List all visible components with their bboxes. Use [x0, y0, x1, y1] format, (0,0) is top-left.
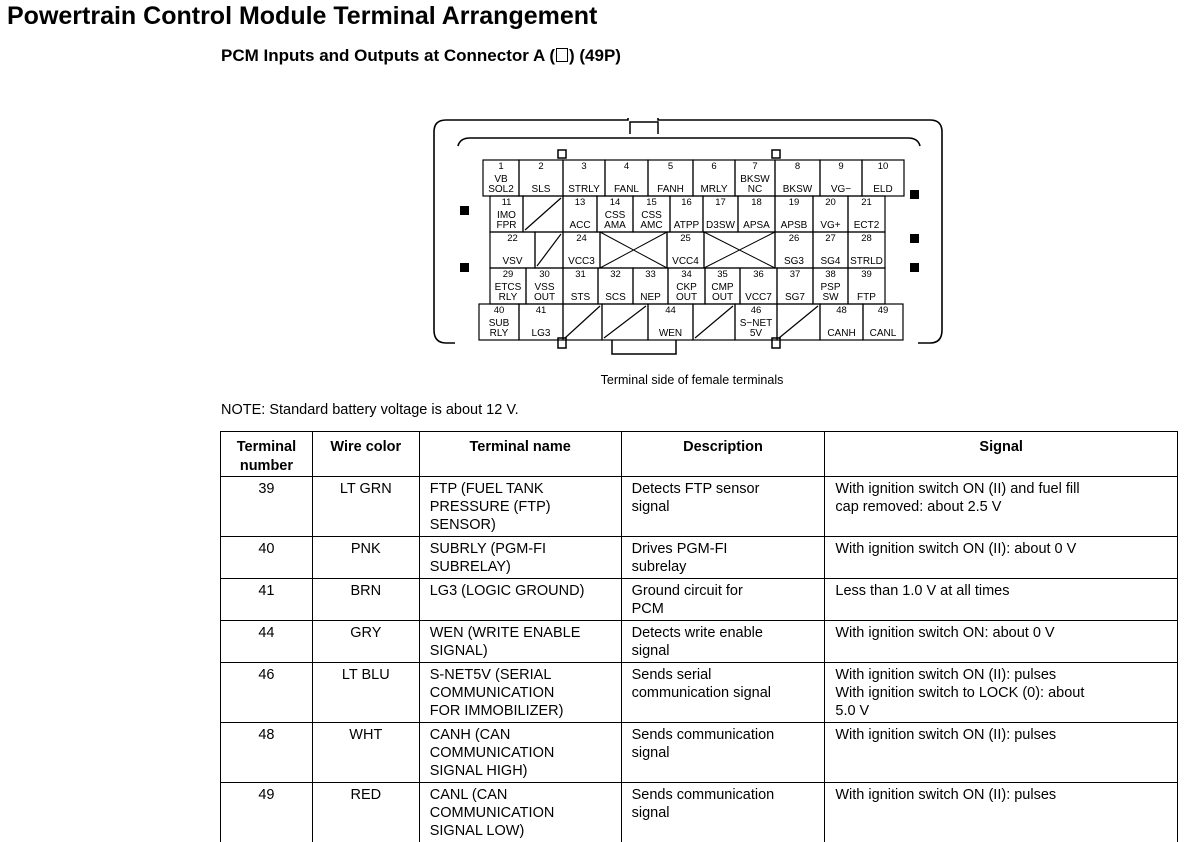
- cell-line: SIGNAL HIGH): [429, 763, 528, 779]
- pin-label: CSS: [641, 210, 662, 221]
- cell-line: 5.0 V: [835, 703, 870, 719]
- connector-box-icon: [556, 48, 568, 62]
- pin-label: AMA: [604, 220, 626, 231]
- cell-line: With ignition switch ON: about 0 V: [835, 625, 1055, 641]
- cell-line: SENSOR): [429, 517, 496, 533]
- cell-terminal: 46: [221, 663, 313, 723]
- cell-terminal: 44: [221, 621, 313, 663]
- pin-label: BKSW: [740, 174, 770, 185]
- cell-line: signal: [631, 499, 670, 515]
- cell-wire: RED: [312, 783, 419, 842]
- pin-label: SLS: [531, 184, 551, 195]
- blank-slash: [565, 306, 600, 338]
- cell-line: Less than 1.0 V at all times: [835, 583, 1010, 599]
- pin-label: CANH: [827, 328, 856, 339]
- pin-number: 34: [681, 269, 692, 280]
- pin-label: NC: [747, 184, 763, 195]
- pin-number: 4: [623, 161, 630, 172]
- pin-label: ETCS: [494, 282, 522, 293]
- cell-terminal: 41: [221, 579, 313, 621]
- pin-number: 2: [538, 161, 544, 172]
- cell-line: COMMUNICATION: [429, 805, 555, 821]
- pin-label: 5V: [749, 328, 763, 339]
- pin-label: SG7: [784, 292, 806, 303]
- pin-label: VCC4: [672, 256, 699, 267]
- pin-number: 8: [794, 161, 801, 172]
- pin-number: 16: [681, 197, 692, 208]
- cell-wire: PNK: [312, 537, 419, 579]
- table-body: [221, 477, 1178, 842]
- cell-line: Ground circuit for: [631, 583, 743, 599]
- table-row: [221, 783, 1178, 842]
- pin-label: SUB: [488, 318, 510, 329]
- cell-line: With ignition switch ON (II): pulses: [835, 667, 1057, 683]
- pin-number: 44: [665, 305, 676, 316]
- pin-label: S−NET: [739, 318, 773, 329]
- table-row: [221, 663, 1178, 723]
- pin-number: 28: [861, 233, 872, 244]
- cell-line: With ignition switch ON (II) and fuel fill: [835, 481, 1080, 497]
- pin-label: AMC: [640, 220, 663, 231]
- pin-number: 17: [715, 197, 726, 208]
- blank-slash: [779, 306, 818, 338]
- cell-terminal: 48: [221, 723, 313, 783]
- pin-label: SG3: [783, 256, 805, 267]
- cell-line: With ignition switch ON (II): pulses: [835, 787, 1057, 803]
- pin-number: 49: [877, 305, 889, 316]
- cell-signal: [825, 477, 1178, 537]
- pin-label: PSP: [820, 282, 841, 293]
- table-row: [221, 621, 1178, 663]
- cell-signal: [825, 537, 1178, 579]
- pin-label: FTP: [857, 292, 876, 303]
- cell-name: [419, 621, 621, 663]
- cell-desc: [621, 579, 825, 621]
- cell-desc: [621, 783, 825, 842]
- cell-line: Sends communication: [631, 787, 775, 803]
- cell-line: SUBRLY (PGM-FI: [429, 541, 547, 557]
- cell-line: signal: [631, 643, 670, 659]
- pin-number: 36: [753, 269, 764, 280]
- cell-line: signal: [631, 805, 670, 821]
- pin-label: CMP: [711, 282, 734, 293]
- pin-number: 31: [575, 269, 586, 280]
- cell-line: Sends serial: [631, 667, 712, 683]
- column-header: [312, 432, 419, 477]
- cell-desc: [621, 663, 825, 723]
- blank-slash: [525, 198, 561, 230]
- cell-desc: [621, 723, 825, 783]
- pin-number: 3: [581, 161, 587, 172]
- pin-label: SOL2: [488, 184, 514, 195]
- column-header: [419, 432, 621, 477]
- pin-label: VCC7: [745, 292, 772, 303]
- cell-line: Drives PGM-FI: [631, 541, 728, 557]
- pin-number: 26: [788, 233, 800, 244]
- table-row: [221, 579, 1178, 621]
- pin-number: 18: [751, 197, 762, 208]
- voltage-note: NOTE: Standard battery voltage is about 12 V.: [221, 402, 519, 418]
- pin-label: SCS: [605, 292, 626, 303]
- pin-number: 7: [752, 161, 758, 172]
- cell-wire: BRN: [312, 579, 419, 621]
- cell-line: communication signal: [631, 685, 772, 701]
- table-header-row: [221, 432, 1178, 477]
- cell-line: Detects write enable: [631, 625, 763, 641]
- pin-number: 27: [825, 233, 836, 244]
- blank-slash: [537, 234, 561, 266]
- cell-line: SIGNAL LOW): [429, 823, 525, 839]
- pin-number: 19: [788, 197, 800, 208]
- cell-name: [419, 783, 621, 842]
- cell-line: S-NET5V (SERIAL: [429, 667, 552, 683]
- cell-line: With ignition switch to LOCK (0): about: [835, 685, 1085, 701]
- cell-name: [419, 663, 621, 723]
- header-text: Signal: [979, 439, 1023, 455]
- cell-line: signal: [631, 745, 670, 761]
- pin-label: LG3: [531, 328, 551, 339]
- terminal-table: [220, 431, 1178, 842]
- pin-label: VSS: [534, 282, 555, 293]
- cell-wire: LT GRN: [312, 477, 419, 537]
- subtitle-text-start: PCM Inputs and Outputs at Connector A (: [221, 46, 555, 65]
- pin-label: FANL: [613, 184, 640, 195]
- cell-wire: LT BLU: [312, 663, 419, 723]
- cell-terminal: 40: [221, 537, 313, 579]
- pin-label: VG−: [830, 184, 852, 195]
- pin-label: VSV: [502, 256, 523, 267]
- pin-label: OUT: [675, 292, 698, 303]
- pin-label: STS: [570, 292, 591, 303]
- pin-label: ACC: [569, 220, 591, 231]
- pin-number: 13: [574, 197, 586, 208]
- cell-name: [419, 723, 621, 783]
- pin-label: FANH: [657, 184, 684, 195]
- column-header: [825, 432, 1178, 477]
- pin-label: MRLY: [700, 184, 728, 195]
- cell-terminal: 49: [221, 783, 313, 842]
- subtitle-text-end: ) (49P): [569, 46, 621, 65]
- pin-label: WEN: [658, 328, 683, 339]
- pin-label: ECT2: [853, 220, 880, 231]
- table-row: [221, 723, 1178, 783]
- pin-label: SW: [822, 292, 839, 303]
- cell-line: Sends communication: [631, 727, 775, 743]
- pin-cells: [479, 160, 904, 340]
- pin-label: STRLD: [850, 256, 883, 267]
- blank-slash: [604, 306, 646, 338]
- pin-label: ATPP: [673, 220, 700, 231]
- pin-number: 15: [646, 197, 657, 208]
- blank-slash: [695, 306, 733, 338]
- pin-number: 30: [539, 269, 550, 280]
- pin-number: 22: [507, 233, 518, 244]
- pin-number: 24: [576, 233, 587, 244]
- cell-wire: WHT: [312, 723, 419, 783]
- pin-label: IMO: [497, 210, 516, 221]
- cell-line: SIGNAL): [429, 643, 488, 659]
- pin-number: 25: [680, 233, 691, 244]
- pin-number: 21: [861, 197, 872, 208]
- cell-desc: [621, 537, 825, 579]
- table-row: [221, 477, 1178, 537]
- cell-name: [419, 579, 621, 621]
- pin-number: 32: [610, 269, 621, 280]
- cell-line: LG3 (LOGIC GROUND): [429, 583, 585, 599]
- cell-desc: [621, 477, 825, 537]
- pin-label: SG4: [820, 256, 841, 267]
- cell-signal: [825, 663, 1178, 723]
- cell-line: PRESSURE (FTP): [429, 499, 551, 515]
- cell-line: Detects FTP sensor: [631, 481, 760, 497]
- pin-label: BKSW: [782, 184, 813, 195]
- header-text: number: [239, 458, 294, 474]
- cell-signal: [825, 621, 1178, 663]
- cell-line: PCM: [631, 601, 664, 617]
- cell-signal: [825, 579, 1178, 621]
- pin-number: 5: [667, 161, 674, 172]
- pin-number: 33: [645, 269, 656, 280]
- pin-label: RLY: [498, 292, 518, 303]
- cell-line: CANL (CAN: [429, 787, 508, 803]
- cell-name: [419, 477, 621, 537]
- pin-label: APSA: [743, 220, 770, 231]
- pin-number: 40: [493, 305, 505, 316]
- pin-label: D3SW: [706, 220, 735, 231]
- cell-name: [419, 537, 621, 579]
- diagram-caption: Terminal side of female terminals: [600, 373, 784, 387]
- pin-label: OUT: [533, 292, 556, 303]
- pin-label: NEP: [640, 292, 661, 303]
- cell-line: FOR IMMOBILIZER): [429, 703, 564, 719]
- page-title: Powertrain Control Module Terminal Arrangement: [7, 2, 598, 30]
- cell-wire: GRY: [312, 621, 419, 663]
- pin-number: 29: [502, 269, 514, 280]
- pin-label: CKP: [676, 282, 697, 293]
- pin-label: APSB: [780, 220, 808, 231]
- cell-line: cap removed: about 2.5 V: [835, 499, 1002, 515]
- cell-line: CANH (CAN: [429, 727, 511, 743]
- cell-line: With ignition switch ON (II): about 0 V: [835, 541, 1077, 557]
- pin-label: OUT: [711, 292, 734, 303]
- pin-number: 1: [498, 161, 504, 172]
- header-text: Terminal name: [469, 439, 571, 455]
- pin-number: 6: [711, 161, 717, 172]
- connector-diagram: [430, 118, 950, 363]
- pin-number: 41: [535, 305, 547, 316]
- cell-line: With ignition switch ON (II): pulses: [835, 727, 1057, 743]
- cell-signal: [825, 783, 1178, 842]
- pin-label: VCC3: [568, 256, 595, 267]
- pin-number: 39: [861, 269, 872, 280]
- pin-number: 38: [825, 269, 836, 280]
- pin-number: 35: [717, 269, 728, 280]
- pin-label: VB: [494, 174, 508, 185]
- header-text: Description: [683, 439, 763, 455]
- pin-label: RLY: [489, 328, 509, 339]
- connector-subtitle: [221, 46, 621, 66]
- cell-terminal: 39: [221, 477, 313, 537]
- header-text: Terminal: [236, 439, 297, 455]
- pin-label: ELD: [873, 184, 893, 195]
- cell-line: SUBRELAY): [429, 559, 511, 575]
- cell-desc: [621, 621, 825, 663]
- cell-line: subrelay: [631, 559, 687, 575]
- pin-label: CANL: [869, 328, 897, 339]
- column-header: [221, 432, 313, 477]
- cell-line: FTP (FUEL TANK: [429, 481, 544, 497]
- pin-label: VG+: [820, 220, 841, 231]
- pin-number: 9: [838, 161, 844, 172]
- pin-label: CSS: [604, 210, 626, 221]
- cell-line: WEN (WRITE ENABLE: [429, 625, 581, 641]
- pin-number: 20: [825, 197, 836, 208]
- pin-number: 48: [836, 305, 847, 316]
- pin-label: FPR: [496, 220, 517, 231]
- cell-line: COMMUNICATION: [429, 685, 555, 701]
- pin-label: STRLY: [568, 184, 600, 195]
- header-text: Wire color: [330, 439, 402, 455]
- pin-number: 14: [609, 197, 621, 208]
- cell-signal: [825, 723, 1178, 783]
- pin-number: 11: [501, 197, 512, 208]
- pin-number: 37: [789, 269, 801, 280]
- table-row: [221, 537, 1178, 579]
- pin-number: 46: [750, 305, 762, 316]
- cell-line: COMMUNICATION: [429, 745, 555, 761]
- column-header: [621, 432, 825, 477]
- pin-number: 10: [877, 161, 889, 172]
